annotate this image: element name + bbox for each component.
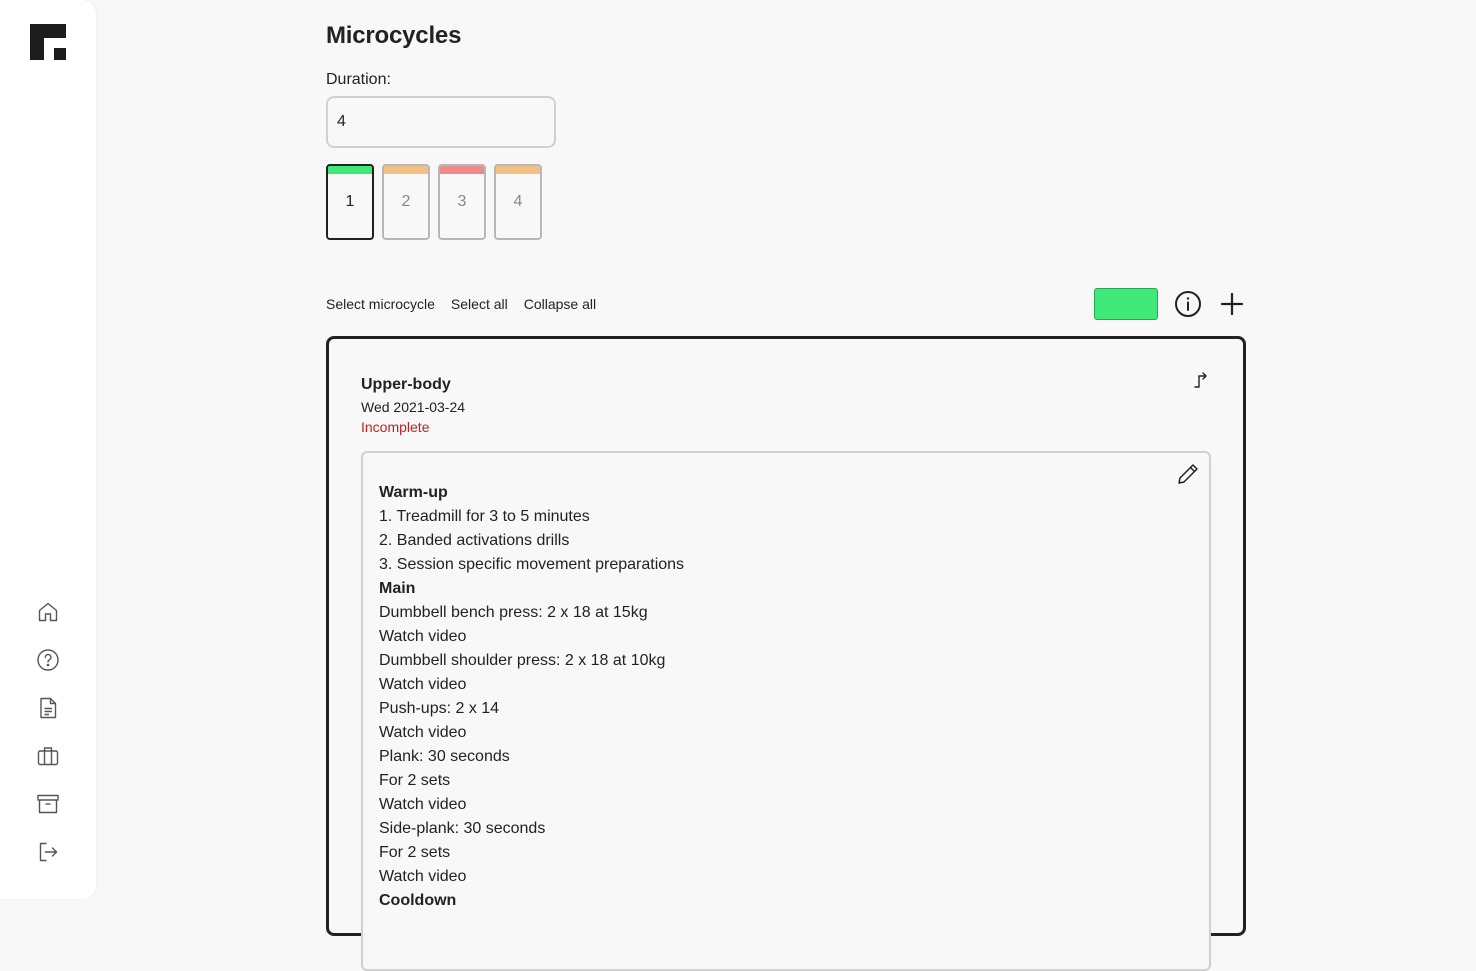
warmup-item: 1. Treadmill for 3 to 5 minutes (379, 508, 590, 525)
exercise-line: Plank: 30 seconds (379, 748, 510, 765)
microcycle-label: 4 (513, 193, 523, 210)
microcycle-status-bar (496, 166, 540, 174)
session-date: Wed 2021-03-24 (361, 399, 466, 415)
microcycle-label: 2 (401, 193, 411, 210)
warmup-heading: Warm-up (379, 484, 448, 501)
duration-label: Duration: (326, 71, 391, 88)
page-title: Microcycles (326, 22, 462, 49)
logout-icon[interactable] (34, 838, 62, 866)
select-all-link[interactable]: Select all (450, 296, 508, 312)
cooldown-heading: Cooldown (379, 892, 457, 909)
share-icon[interactable] (1191, 371, 1211, 391)
watch-video-link[interactable]: Watch video (379, 628, 467, 645)
help-icon[interactable] (34, 646, 62, 674)
session-title: Upper-body (361, 376, 451, 393)
sidebar (0, 0, 96, 899)
archive-icon[interactable] (34, 790, 62, 818)
session-content (379, 481, 684, 913)
exercise-line: Side-plank: 30 seconds (379, 820, 546, 837)
exercise-line: For 2 sets (379, 844, 451, 861)
watch-video-link[interactable]: Watch video (379, 676, 467, 693)
microcycle-label: 3 (457, 193, 467, 210)
home-icon[interactable] (34, 598, 62, 626)
microcycle-selector (326, 164, 542, 240)
duration-input[interactable] (326, 96, 556, 148)
info-icon[interactable] (1174, 290, 1202, 318)
exercise-line: Dumbbell shoulder press: 2 x 18 at 10kg (379, 652, 666, 669)
exercise-line: For 2 sets (379, 772, 451, 789)
microcycle-status-bar (440, 166, 484, 174)
document-icon[interactable] (34, 694, 62, 722)
briefcase-icon[interactable] (34, 742, 62, 770)
warmup-item: 2. Banded activations drills (379, 532, 570, 549)
main-heading: Main (379, 580, 416, 597)
warmup-list (379, 505, 684, 577)
warmup-item: 3. Session specific movement preparations (379, 556, 685, 573)
exercise-line: Dumbbell bench press: 2 x 18 at 15kg (379, 604, 648, 621)
exercise-line: Push-ups: 2 x 14 (379, 700, 500, 717)
collapse-all-link[interactable]: Collapse all (523, 296, 597, 312)
microcycle-4[interactable] (494, 164, 542, 240)
watch-video-link[interactable]: Watch video (379, 796, 467, 813)
session-status: Incomplete (361, 419, 430, 435)
microcycle-1[interactable] (326, 164, 374, 240)
edit-pencil-icon[interactable] (1175, 461, 1201, 487)
select-microcycle-link[interactable]: Select microcycle (326, 296, 435, 312)
watch-video-link[interactable]: Watch video (379, 724, 467, 741)
microcycle-status-bar (328, 166, 372, 174)
microcycle-3[interactable] (438, 164, 486, 240)
brand-logo-icon[interactable] (30, 24, 66, 60)
add-icon[interactable] (1218, 290, 1246, 318)
session-details (361, 451, 1211, 971)
microcycle-status-bar (384, 166, 428, 174)
microcycle-2[interactable] (382, 164, 430, 240)
microcycle-label: 1 (345, 193, 355, 210)
watch-video-link[interactable]: Watch video (379, 868, 467, 885)
main-list (379, 601, 684, 889)
status-color-button[interactable] (1094, 288, 1158, 320)
session-card (326, 336, 1246, 936)
toolbar (326, 296, 596, 312)
